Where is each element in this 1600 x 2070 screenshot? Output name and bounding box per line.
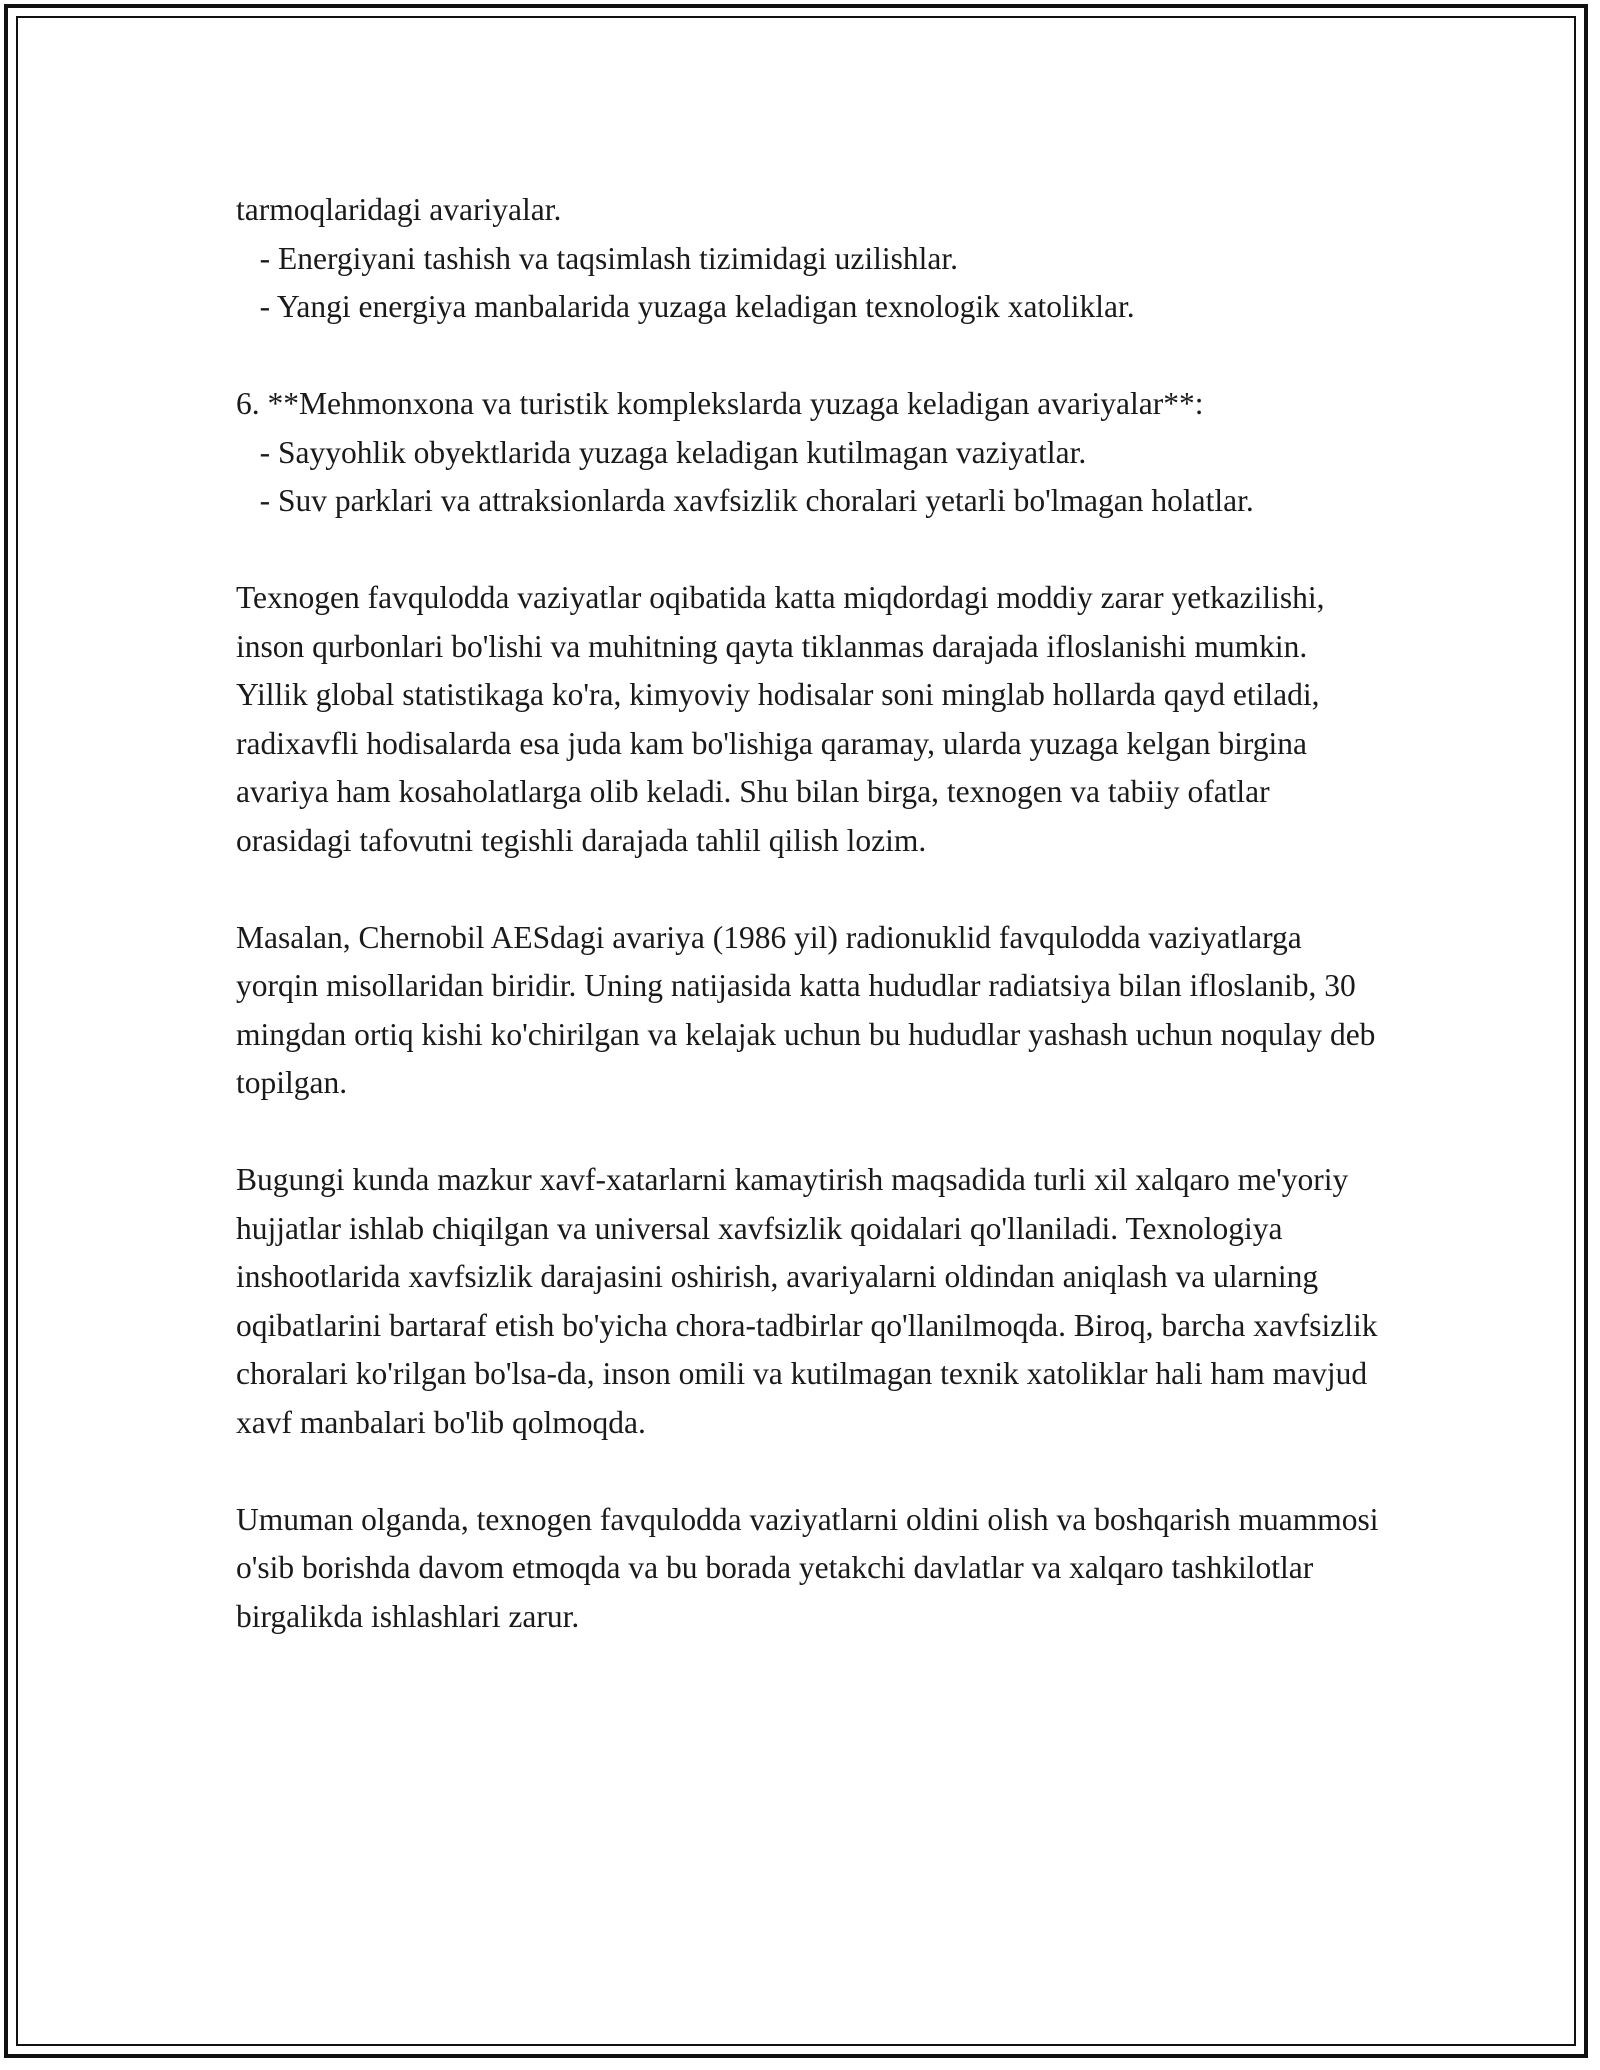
list-heading: 6. **Mehmonxona va turistik komplekslarda yuzaga keladigan avariyalar**: xyxy=(236,386,1204,421)
list-item: - Sayyohlik obyektlarida yuzaga keladigan kutilmagan vaziyatlar. xyxy=(236,434,1087,470)
list-item: - Energiyani tashish va taqsimlash tizimidagi uzilishlar. xyxy=(236,240,959,276)
block-chernobyl xyxy=(236,914,1386,1108)
block-energy-list xyxy=(236,186,1386,332)
paragraph-gap xyxy=(236,1447,1386,1496)
paragraph-gap xyxy=(236,332,1386,381)
block-regulations xyxy=(236,1156,1386,1447)
paragraph-line: tarmoqlaridagi avariyalar. xyxy=(236,192,562,227)
block-conclusion xyxy=(236,1496,1386,1642)
paragraph: Yillik global statistikaga ko'ra, kimyoviy hodisalar soni minglab hollarda qayd etiladi, radixavfli hodisalarda esa juda kam bo'lishiga qaramay, ularda yuzaga kelgan birgina avariya ham kosaholatlarga olib keladi. Shu bilan birga, texnogen va tabiiy ofatlar orasidagi tafovutni tegishli darajada tahlil qilish lozim. xyxy=(236,677,1328,858)
paragraph: Texnogen favqulodda vaziyatlar oqibatida katta miqdordagi moddiy zarar yetkazilishi, inson qurbonlari bo'lishi va muhitning qayta tiklanmas darajada ifloslanishi mumkin. xyxy=(236,580,1333,664)
paragraph-gap xyxy=(236,865,1386,914)
list-item: - Yangi energiya manbalarida yuzaga keladigan texnologik xatoliklar. xyxy=(236,289,1135,324)
paragraph: Masalan, Chernobil AESdagi avariya (1986 yil) radionuklid favqulodda vaziyatlarga yorqin misollaridan biridir. Uning natijasida katta hududlar radiatsiya bilan ifloslanib, 30 mingdan ortiq kishi ko'chirilgan va kelajak uchun bu hududlar yashash uchun noqulay deb topilgan. xyxy=(236,919,1384,1100)
list-item: - Suv parklari va attraksionlarda xavfsizlik choralari yetarli bo'lmagan holatlar. xyxy=(236,483,1254,518)
paragraph: Bugungi kunda mazkur xavf-xatarlarni kamaytirish maqsadida turli xil xalqaro me'yoriy hujjatlar ishlab chiqilgan va universal xavfsizlik qoidalari qo'llaniladi. Texnologiya inshootlarida xavfsizlik darajasini oshirish, avariyalarni oldindan aniqlash va ularning oqibatlarini bartaraf etish bo'yicha chora-tadbirlar qo'llanilmoqda. Biroq, barcha xavfsizlik choralari ko'rilgan bo'lsa-da, inson omili va kutilmagan texnik xatoliklar hali ham mavjud xavf manbalari bo'lib qolmoqda. xyxy=(236,1162,1386,1440)
paragraph: Umuman olganda, texnogen favqulodda vaziyatlarni oldini olish va boshqarish muammosi o'sib borishda davom etmoqda va bu borada yetakchi davlatlar va xalqaro tashkilotlar birgalikda ishlashlari zarur. xyxy=(236,1501,1387,1634)
paragraph-gap xyxy=(236,1108,1386,1157)
block-hotel-list xyxy=(236,380,1386,526)
block-consequences xyxy=(236,574,1386,865)
document-body xyxy=(236,186,1386,1641)
paragraph-gap xyxy=(236,526,1386,575)
